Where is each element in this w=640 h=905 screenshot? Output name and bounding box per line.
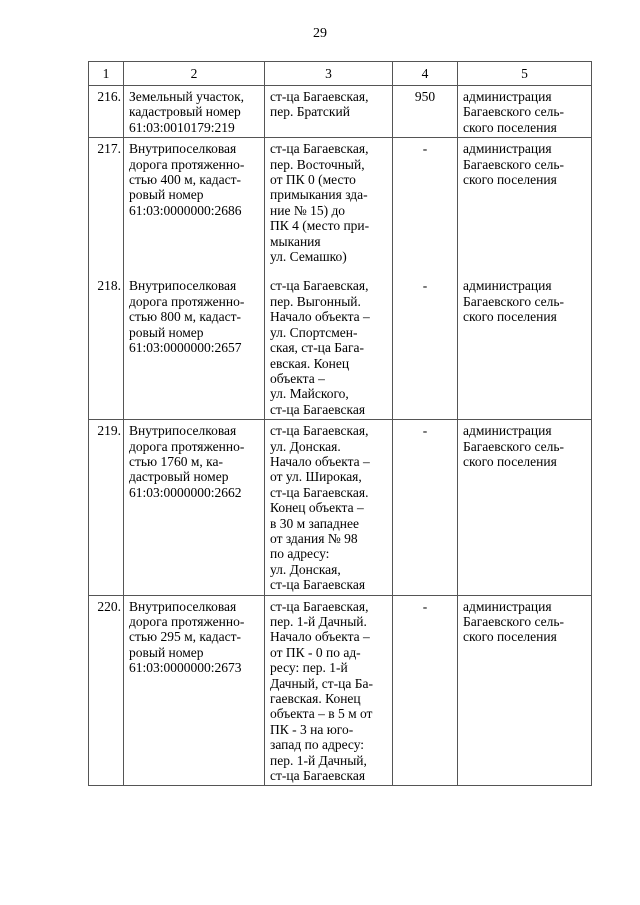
- location-cell: ст-ца Багаевская, пер. Восточный, от ПК 0 (место примыкания зда- ние № 15) до ПК 4 (место при- мыкания ул. Семашко): [265, 138, 393, 279]
- holder-cell: администрация Багаевского сель- ского поселения: [458, 138, 592, 279]
- row-number: 217.: [89, 138, 124, 279]
- page-number: 29: [313, 26, 327, 41]
- table-header-row: [89, 62, 592, 86]
- row-number: 218.: [89, 278, 124, 419]
- row-number: 216.: [89, 86, 124, 138]
- location-cell: ст-ца Багаевская, пер. Выгонный. Начало объекта – ул. Спортсмен- ская, ст-ца Бага- евская. Конец объекта – ул. Майского, ст-ца Багаевская: [265, 278, 393, 419]
- object-name-cell: Внутрипоселковая дорога протяженно- стью 1760 м, ка- дастровый номер 61:03:0000000:2662: [124, 420, 265, 595]
- area-cell: -: [393, 138, 458, 279]
- table-row: [89, 278, 592, 419]
- column-header: 2: [124, 62, 265, 86]
- column-header: 4: [393, 62, 458, 86]
- table-row: [89, 595, 592, 786]
- holder-cell: администрация Багаевского сель- ского поселения: [458, 595, 592, 786]
- location-cell: ст-ца Багаевская, пер. 1-й Дачный. Начало объекта – от ПК - 0 по ад- ресу: пер. 1-й Дачный, ст-ца Ба- гаевская. Конец объекта – в 5 м от ПК - 3 на юго- запад по адресу: пер. 1-й Дачный, ст-ца Багаевская: [265, 595, 393, 786]
- column-header: 1: [89, 62, 124, 86]
- column-header: 5: [458, 62, 592, 86]
- object-name-cell: Земельный участок, кадастровый номер 61:03:0010179:219: [124, 86, 265, 138]
- table-row: [89, 420, 592, 595]
- table-row: [89, 138, 592, 279]
- object-name-cell: Внутрипоселковая дорога протяженно- стью 800 м, кадаст- ровый номер 61:03:0000000:2657: [124, 278, 265, 419]
- property-table: [88, 61, 592, 786]
- holder-cell: администрация Багаевского сель- ского поселения: [458, 420, 592, 595]
- row-number: 219.: [89, 420, 124, 595]
- area-cell: -: [393, 420, 458, 595]
- location-cell: ст-ца Багаевская, пер. Братский: [265, 86, 393, 138]
- table-row: [89, 86, 592, 138]
- object-name-cell: Внутрипоселковая дорога протяженно- стью 400 м, кадаст- ровый номер 61:03:0000000:2686: [124, 138, 265, 279]
- area-cell: 950: [393, 86, 458, 138]
- area-cell: -: [393, 278, 458, 419]
- object-name-cell: Внутрипоселковая дорога протяженно- стью 295 м, кадаст- ровый номер 61:03:0000000:2673: [124, 595, 265, 786]
- row-number: 220.: [89, 595, 124, 786]
- holder-cell: администрация Багаевского сель- ского поселения: [458, 86, 592, 138]
- column-header: 3: [265, 62, 393, 86]
- location-cell: ст-ца Багаевская, ул. Донская. Начало объекта – от ул. Широкая, ст-ца Багаевская. Конец объекта – в 30 м западнее от здания № 98 по адресу: ул. Донская, ст-ца Багаевская: [265, 420, 393, 595]
- area-cell: -: [393, 595, 458, 786]
- holder-cell: администрация Багаевского сель- ского поселения: [458, 278, 592, 419]
